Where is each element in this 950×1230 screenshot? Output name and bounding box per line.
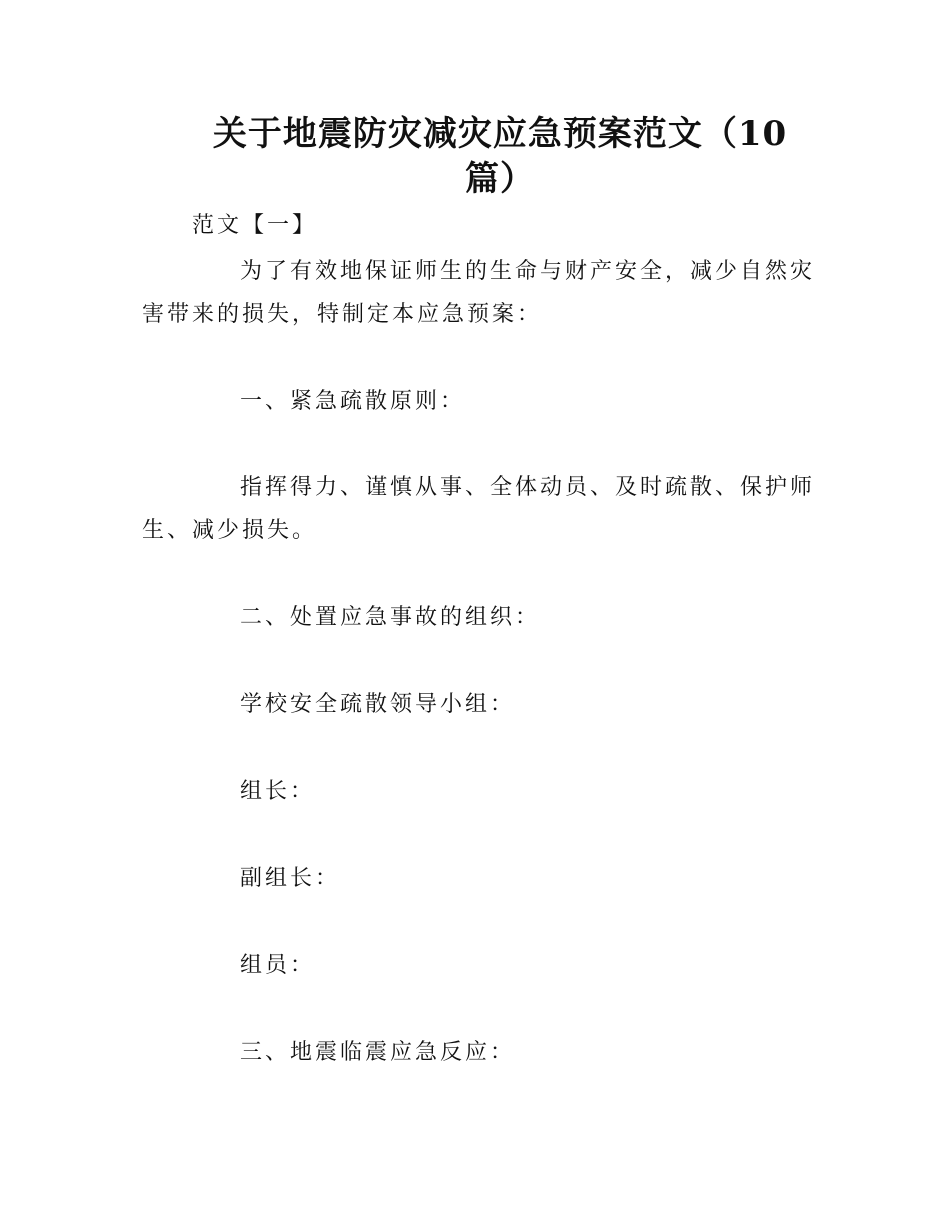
principle-paragraph-line2: 生、减少损失。 bbox=[142, 518, 318, 543]
deputy-leader-line: 副组长： bbox=[240, 866, 341, 891]
intro-paragraph-line2: 害带来的损失，特制定本应急预案： bbox=[142, 302, 543, 327]
leader-line: 组长： bbox=[240, 779, 316, 804]
document-title-line2: 篇） bbox=[465, 159, 535, 199]
section-label: 范文【一】 bbox=[192, 213, 318, 238]
evacuation-group-line: 学校安全疏散领导小组： bbox=[240, 692, 516, 717]
document-title-line1: 关于地震防灾减灾应急预案范文（10 bbox=[212, 114, 788, 154]
members-line: 组员： bbox=[240, 953, 316, 978]
principle-paragraph-line1: 指挥得力、谨慎从事、全体动员、及时疏散、保护师 bbox=[240, 475, 816, 500]
intro-paragraph-line1: 为了有效地保证师生的生命与财产安全，减少自然灾 bbox=[240, 259, 816, 284]
heading-earthquake-response: 三、地震临震应急反应： bbox=[240, 1040, 516, 1065]
heading-emergency-organization: 二、处置应急事故的组织： bbox=[240, 605, 541, 630]
heading-evacuation-principles: 一、紧急疏散原则： bbox=[240, 389, 466, 414]
